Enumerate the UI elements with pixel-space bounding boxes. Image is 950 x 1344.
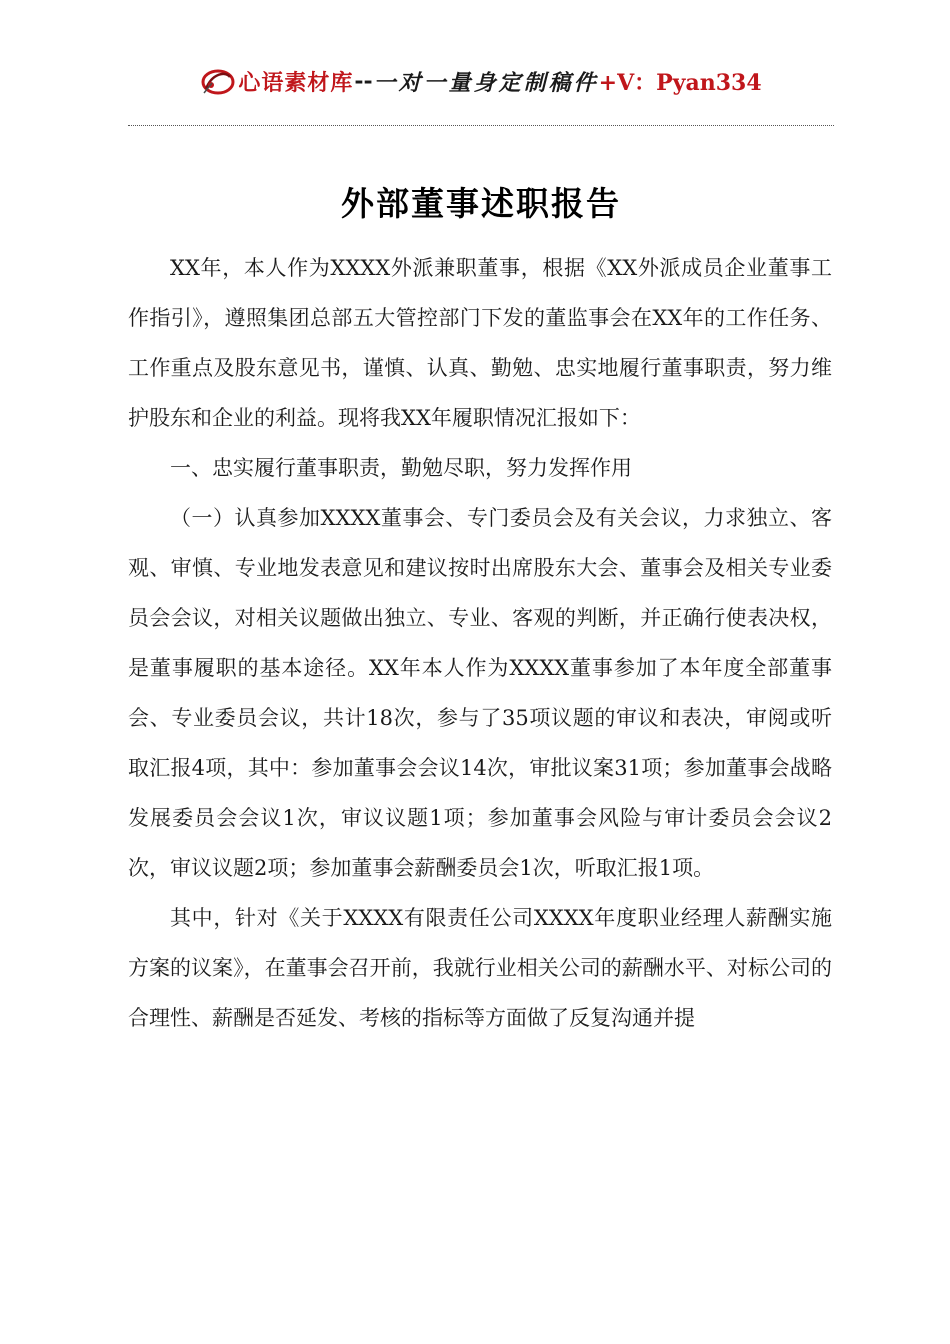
paragraph-intro: XX年，本人作为XXXX外派兼职董事，根据《XX外派成员企业董事工作指引》，遵照集团总部五大管控部门下发的董监事会在XX年的工作任务、工作重点及股东意见书，谨慎、认真、勤勉、忠实地履行董事职责，努力维护股东和企业的利益。现将我XX年履职情况汇报如下： [128,256,832,430]
page-header [128,60,834,102]
document-title: 外部董事述职报告 [341,184,621,223]
header-divider [128,125,834,126]
paragraph-meetings: （一）认真参加XXXX董事会、专门委员会及有关会议，力求独立、客观、审慎、专业地发表意见和建议按时出席股东大会、董事会及相关专业委员会会议，对相关议题做出独立、专业、客观的判断，并正确行使表决权，是董事履职的基本途径。XX年本人作为XXXX董事参加了本年度全部董事会、专业委员会议，共计18次，参与了35项议题的审议和表决，审阅或听取汇报4项，其中：参加董事会会议14次，审批议案31项；参加董事会战略发展委员会会议1次，审议议题1项；参加董事会风险与审计委员会会议2次，审议议题2项；参加董事会薪酬委员会1次，听取汇报1项。 [128,506,832,880]
document-body [128,243,832,1043]
header-contact: +V：Pyan334 [598,69,762,96]
brand-name: 心语素材库 [238,69,354,96]
swirl-logo-icon [200,63,236,99]
header-dash: -- [354,68,373,94]
section-heading-1: 一、忠实履行董事职责，勤勉尽职，努力发挥作用 [170,456,632,480]
header-slogan: 一对一量身定制稿件 [373,69,599,96]
paragraph-salary-proposal: 其中，针对《关于XXXX有限责任公司XXXX年度职业经理人薪酬实施方案的议案》，在董事会召开前，我就行业相关公司的薪酬水平、对标公司的合理性、薪酬是否延发、考核的指标等方面做了反复沟通并提 [128,906,832,1030]
